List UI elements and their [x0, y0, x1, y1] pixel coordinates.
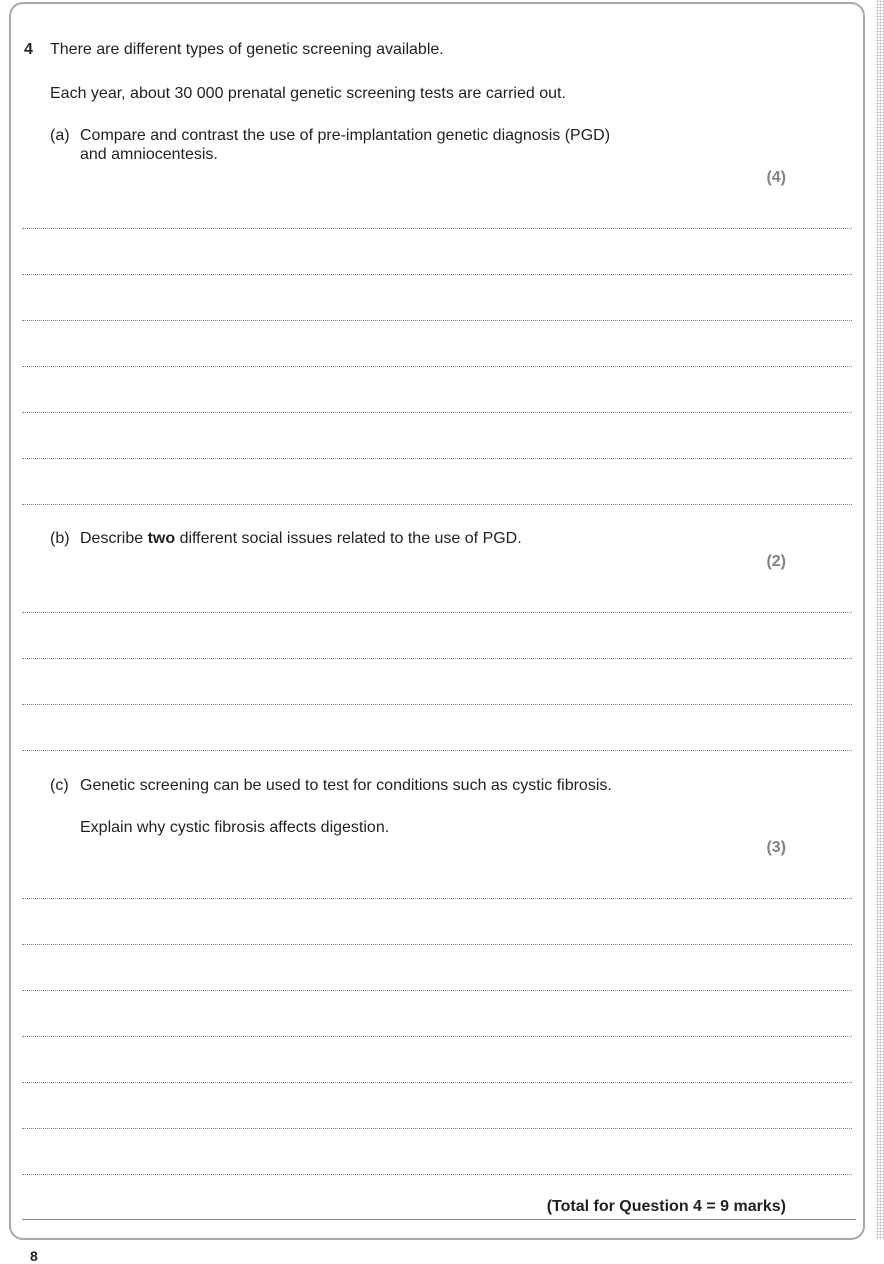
part-b-text-pre: Describe	[80, 530, 148, 547]
total-marks: (Total for Question 4 = 9 marks)	[546, 1198, 786, 1215]
answer-line-a2[interactable]	[22, 274, 852, 275]
answer-line-c1[interactable]	[22, 898, 852, 899]
answer-line-a1[interactable]	[22, 228, 852, 229]
answer-line-c3[interactable]	[22, 990, 852, 991]
question-number: 4	[24, 41, 33, 58]
question-context: Each year, about 30 000 prenatal genetic screening tests are carried out.	[50, 85, 566, 102]
answer-line-a5[interactable]	[22, 412, 852, 413]
part-b-marks: (2)	[766, 553, 786, 570]
part-a-text-line1: Compare and contrast the use of pre-implantation genetic diagnosis (PGD)	[80, 127, 611, 144]
part-a-marks: (4)	[766, 169, 786, 186]
margin-dot-strip	[876, 0, 884, 1240]
answer-line-b2[interactable]	[22, 658, 852, 659]
total-divider	[22, 1219, 856, 1220]
answer-line-c6[interactable]	[22, 1128, 852, 1129]
part-b-text-bold: two	[147, 530, 176, 547]
answer-line-a4[interactable]	[22, 366, 852, 367]
answer-line-a6[interactable]	[22, 458, 852, 459]
answer-line-a3[interactable]	[22, 320, 852, 321]
part-c-marks: (3)	[766, 839, 786, 856]
answer-line-c7[interactable]	[22, 1174, 852, 1175]
answer-line-b1[interactable]	[22, 612, 852, 613]
part-c-text-line2: Explain why cystic fibrosis affects digestion.	[80, 819, 390, 836]
answer-line-c2[interactable]	[22, 944, 852, 945]
part-b-label: (b)	[50, 530, 70, 547]
part-c-label: (c)	[50, 777, 69, 794]
question-intro: There are different types of genetic screening available.	[50, 41, 444, 58]
part-b-text	[80, 529, 522, 549]
answer-line-b3[interactable]	[22, 704, 852, 705]
part-a-text-line2: and amniocentesis.	[80, 146, 218, 163]
answer-line-a7[interactable]	[22, 504, 852, 505]
page-frame	[9, 2, 865, 1240]
answer-line-c4[interactable]	[22, 1036, 852, 1037]
page-number: 8	[30, 1248, 38, 1264]
answer-line-b4[interactable]	[22, 750, 852, 751]
part-b-text-post: different social issues related to the use of PGD.	[175, 530, 522, 547]
part-a-label: (a)	[50, 127, 70, 144]
answer-line-c5[interactable]	[22, 1082, 852, 1083]
part-c-text-line1: Genetic screening can be used to test for conditions such as cystic fibrosis.	[80, 777, 612, 794]
